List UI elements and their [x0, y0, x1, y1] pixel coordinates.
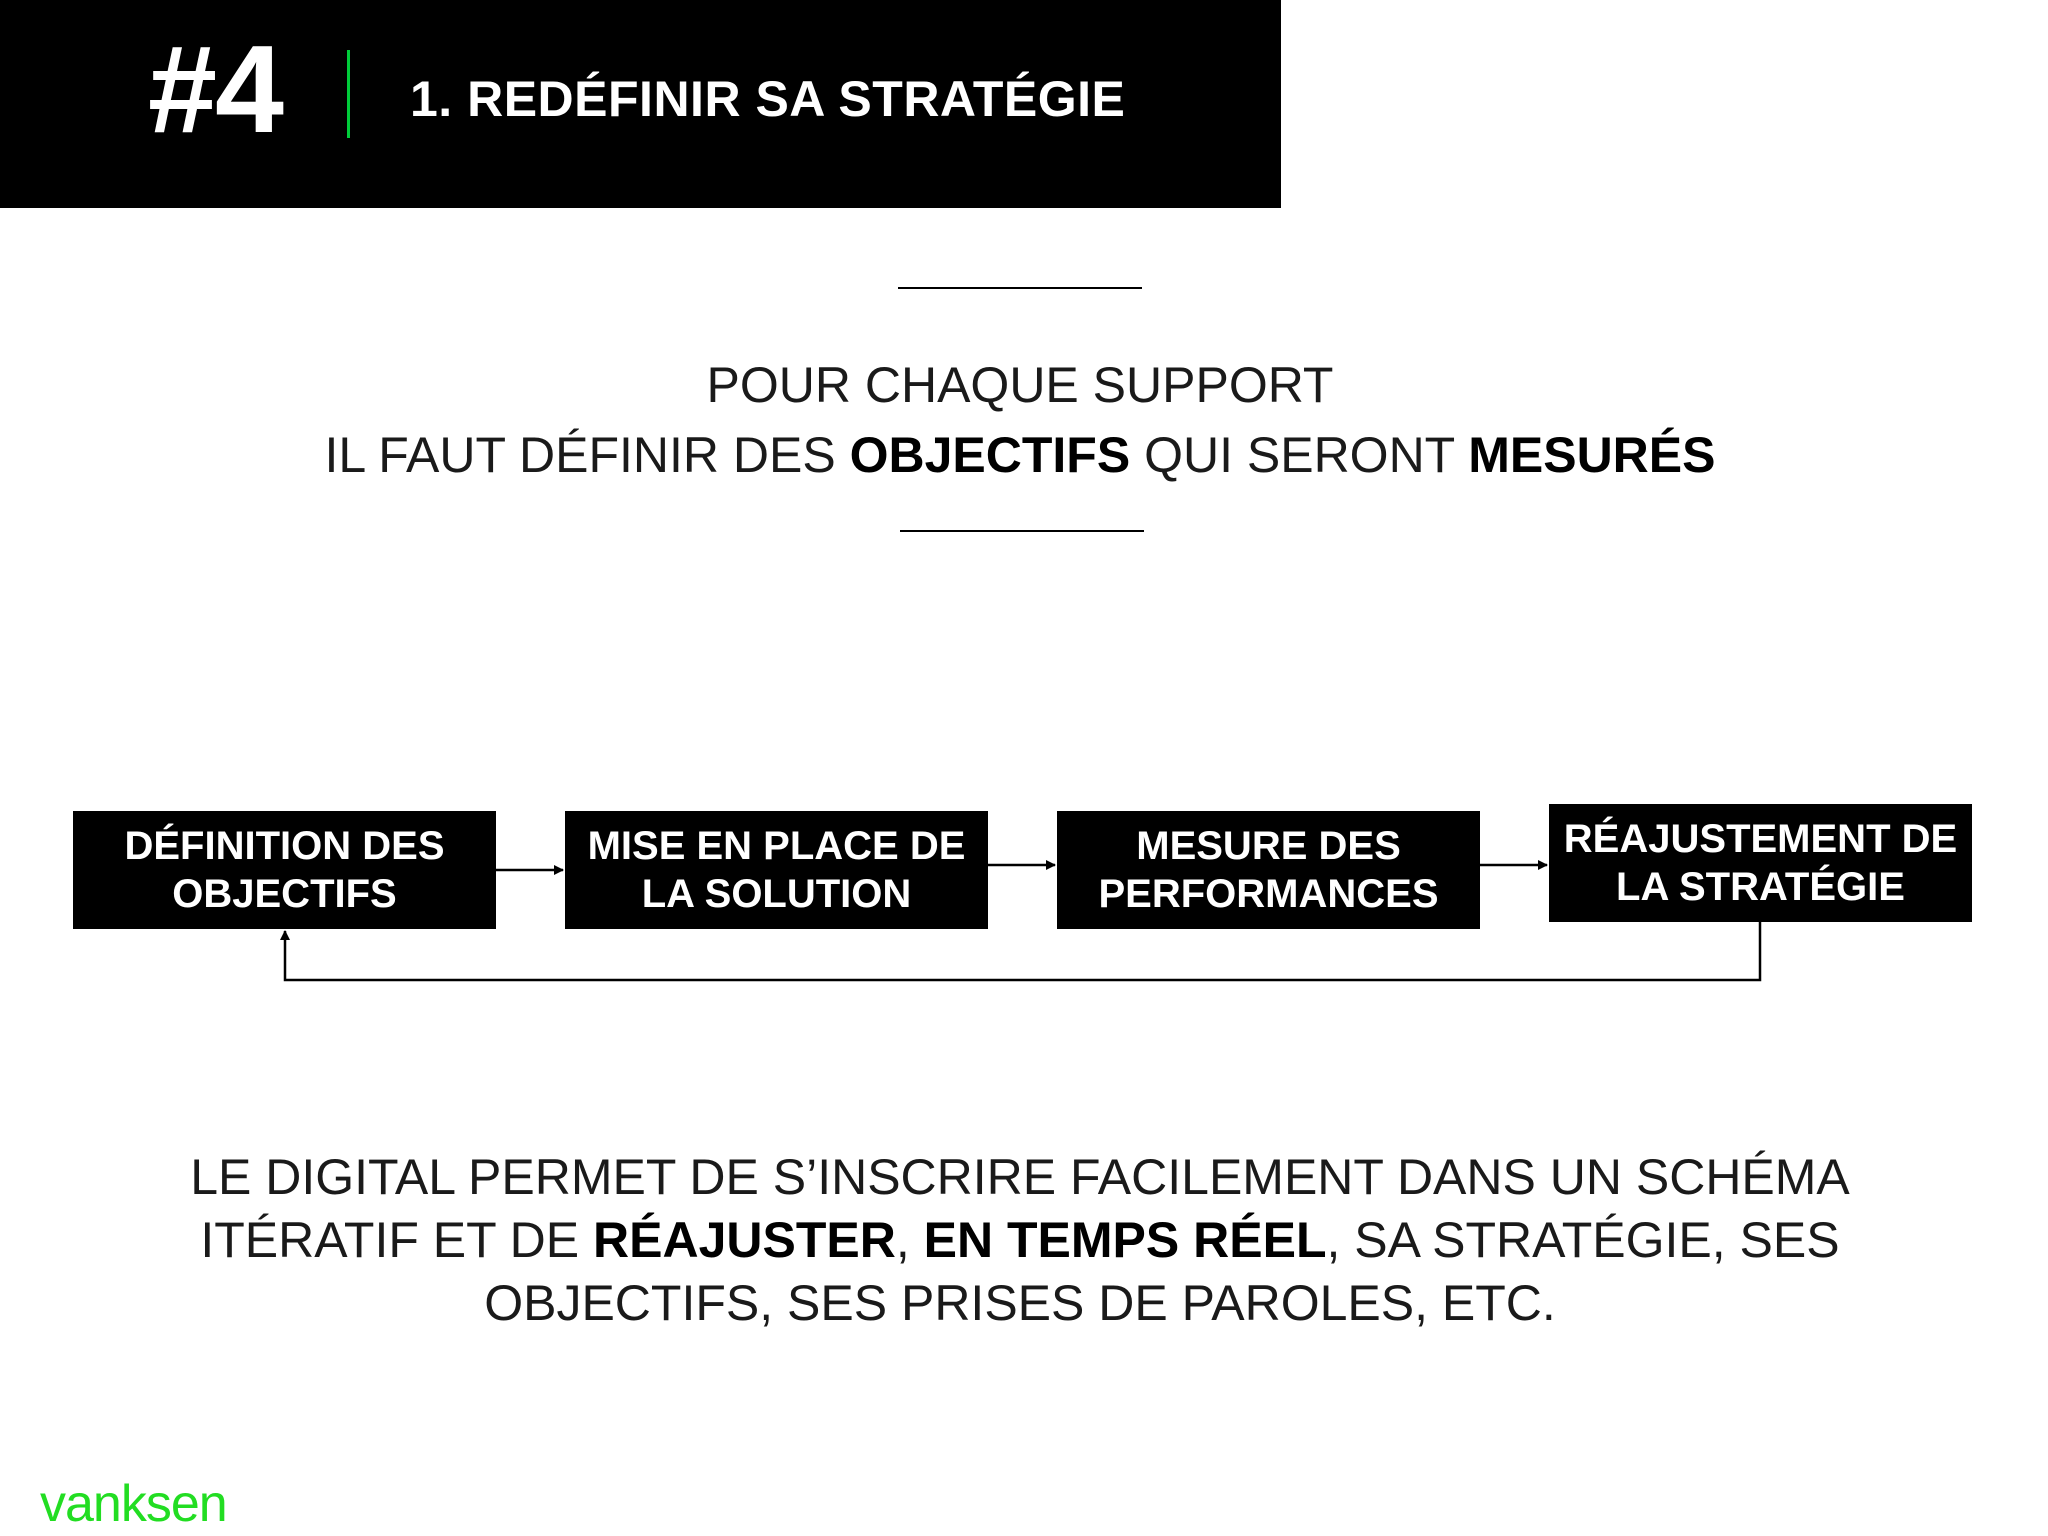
- statement-emphasis-objectifs: OBJECTIFS: [849, 427, 1131, 483]
- conclusion-text-part: ,: [895, 1212, 924, 1268]
- step-label: DÉFINITION DES OBJECTIFS: [124, 824, 445, 916]
- step-label: MESURE DES PERFORMANCES: [1098, 824, 1439, 916]
- statement-text: IL FAUT DÉFINIR DES: [324, 427, 850, 483]
- conclusion-emphasis-temps-reel: EN TEMPS RÉEL: [923, 1212, 1327, 1268]
- step-definition-objectifs: [73, 811, 496, 929]
- step-label: MISE EN PLACE DE LA SOLUTION: [587, 824, 966, 916]
- slide-number: #4: [148, 21, 282, 159]
- step-mise-en-place: [565, 811, 988, 929]
- section-title: 1. REDÉFINIR SA STRATÉGIE: [410, 71, 1126, 127]
- vanksen-logo: vanksen: [40, 1475, 227, 1533]
- statement-emphasis-mesures: MESURÉS: [1468, 427, 1716, 483]
- step-mesure-performances: [1057, 811, 1480, 929]
- statement-text: QUI SERONT: [1130, 427, 1469, 483]
- conclusion-text-part: LE DIGITAL PERMET DE S’INSCRIRE FACILEMENT DANS UN SCHÉMA ITÉRATIF ET DE: [190, 1149, 1850, 1268]
- step-label: RÉAJUSTEMENT DE LA STRATÉGIE: [1563, 817, 1958, 909]
- feedback-loop-arrow: [285, 922, 1760, 980]
- conclusion-emphasis-reajuster: RÉAJUSTER: [593, 1212, 896, 1268]
- statement-line-1: POUR CHAQUE SUPPORT: [706, 357, 1334, 413]
- conclusion-text-part: , SA STRATÉGIE, SES OBJECTIFS, SES PRISES DE PAROLES, ETC.: [484, 1212, 1840, 1331]
- step-reajustement-strategie: [1549, 804, 1972, 922]
- conclusion-text: [150, 1146, 1890, 1335]
